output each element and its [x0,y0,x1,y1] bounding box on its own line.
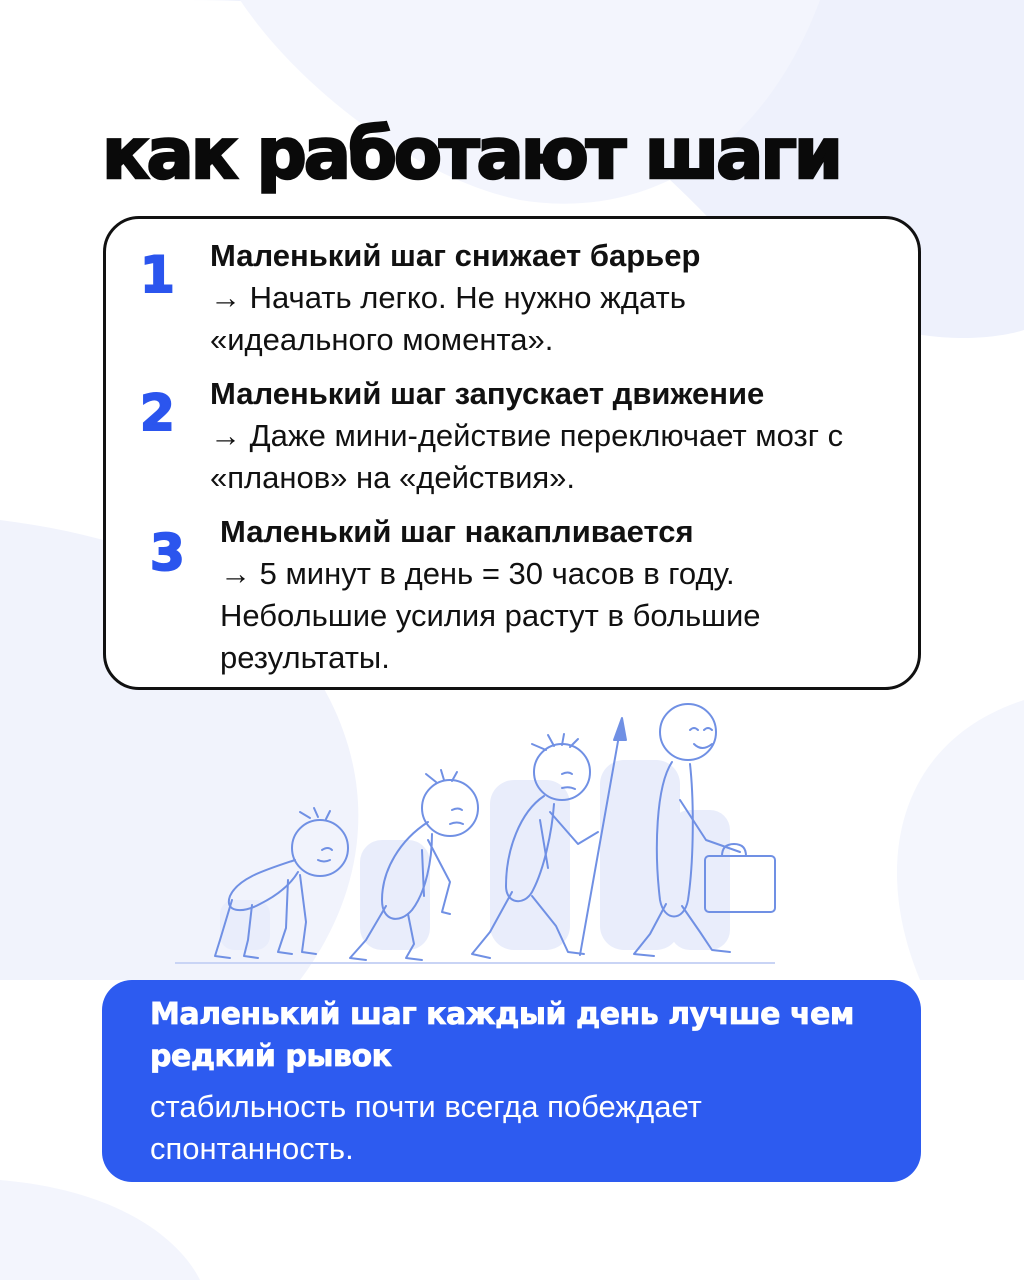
page-title: как работают шаги [102,113,840,195]
step-text-2: → Даже мини-действие переключает мозг с «планов» на «действия». [210,418,844,495]
step-heading-1: Маленький шаг снижает барьер [210,238,701,273]
step-number-3: 3 [150,524,185,582]
step-heading-2: Маленький шаг запускает движение [210,376,765,411]
banner-heading: Маленький шаг каждый день лучше чем редкий рывок [150,997,854,1074]
summary-banner [102,980,921,1182]
step-text-3: → 5 минут в день = 30 часов в году. Небольшие усилия растут в большие результаты. [220,556,761,675]
step-body-1 [210,235,890,361]
step-text-1: → Начать легко. Не нужно ждать «идеального момента». [210,280,686,357]
step-number-2: 2 [140,384,175,442]
evolution-walking-figures-icon [160,700,800,975]
step-heading-3: Маленький шаг накапливается [220,514,694,549]
banner-text: стабильность почти всегда побеждает спонтанность. [150,1089,702,1166]
step-number-1: 1 [140,246,175,304]
step-body-2 [210,373,890,499]
steps-card [103,216,921,690]
step-body-3 [220,511,900,679]
